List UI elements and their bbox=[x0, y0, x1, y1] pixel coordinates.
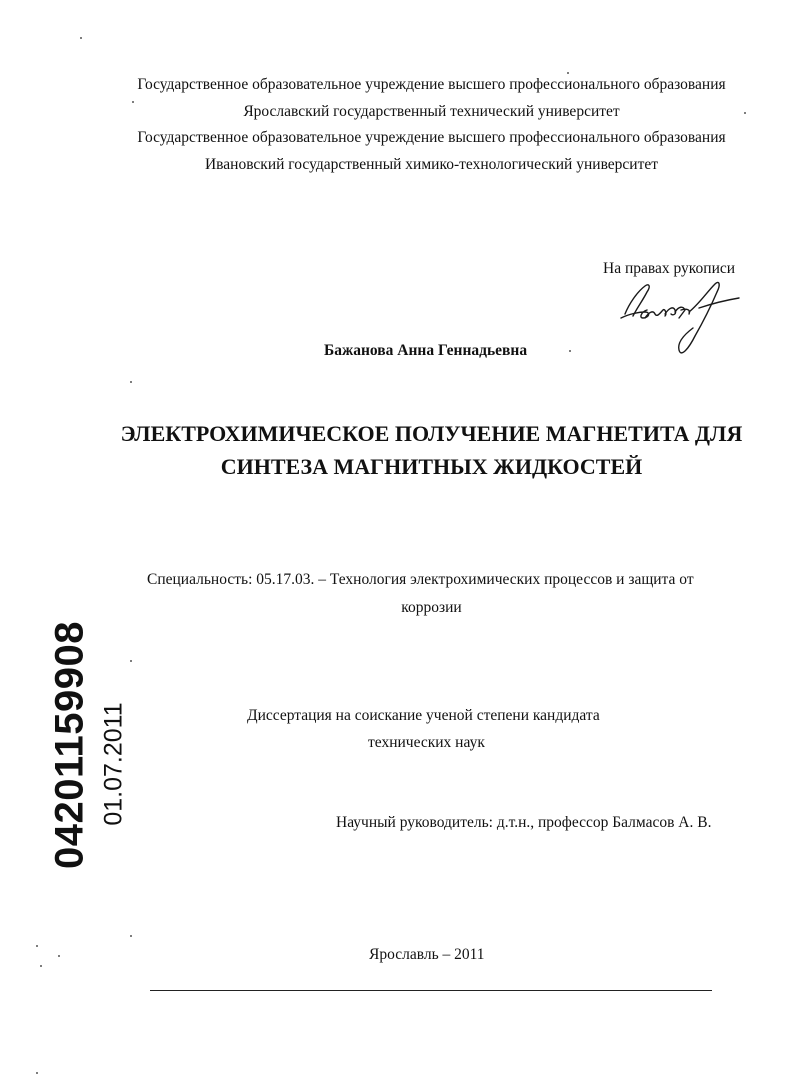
scan-speck bbox=[567, 72, 569, 74]
scan-speck bbox=[569, 350, 571, 352]
specialty-line-2: коррозии bbox=[401, 599, 462, 616]
library-stamp-date: 01.07.2011 bbox=[99, 702, 128, 826]
scan-speck bbox=[130, 381, 132, 383]
thesis-title-line-2: СИНТЕЗА МАГНИТНЫХ ЖИДКОСТЕЙ bbox=[220, 454, 643, 479]
bottom-divider bbox=[150, 990, 712, 991]
scan-speck bbox=[130, 660, 132, 662]
library-stamp-number: 04201159908 bbox=[47, 621, 92, 869]
scan-speck bbox=[130, 935, 132, 937]
city-and-year: Ярославль – 2011 bbox=[369, 946, 485, 963]
scan-speck bbox=[80, 37, 82, 39]
scan-speck bbox=[58, 955, 60, 957]
manuscript-rights-note: На правах рукописи bbox=[603, 260, 736, 277]
scan-speck bbox=[36, 945, 38, 947]
thesis-title-line-1: ЭЛЕКТРОХИМИЧЕСКОЕ ПОЛУЧЕНИЕ МАГНЕТИТА ДЛЯ bbox=[120, 421, 743, 446]
specialty-line-1: Специальность: 05.17.03. – Технология электрохимических процессов и защита от bbox=[147, 571, 694, 588]
scientific-advisor: Научный руководитель: д.т.н., профессор Балмасов А. В. bbox=[336, 814, 712, 831]
dissertation-degree-line-1: Диссертация на соискание ученой степени кандидата bbox=[247, 707, 600, 724]
scan-speck bbox=[36, 1072, 38, 1074]
handwritten-signature bbox=[615, 278, 745, 362]
scan-speck bbox=[40, 965, 42, 967]
scan-speck bbox=[132, 101, 134, 103]
institution-line-1: Государственное образовательное учреждение высшего профессионального образования bbox=[137, 76, 726, 93]
author-name: Бажанова Анна Геннадьевна bbox=[324, 342, 528, 359]
dissertation-degree-line-2: технических наук bbox=[368, 734, 485, 751]
institution-line-2: Государственное образовательное учреждение высшего профессионального образования bbox=[137, 129, 726, 146]
scan-speck bbox=[744, 112, 746, 114]
university-line-2: Ивановский государственный химико-технологический университет bbox=[204, 156, 659, 173]
university-line-1: Ярославский государственный технический университет bbox=[243, 103, 620, 120]
